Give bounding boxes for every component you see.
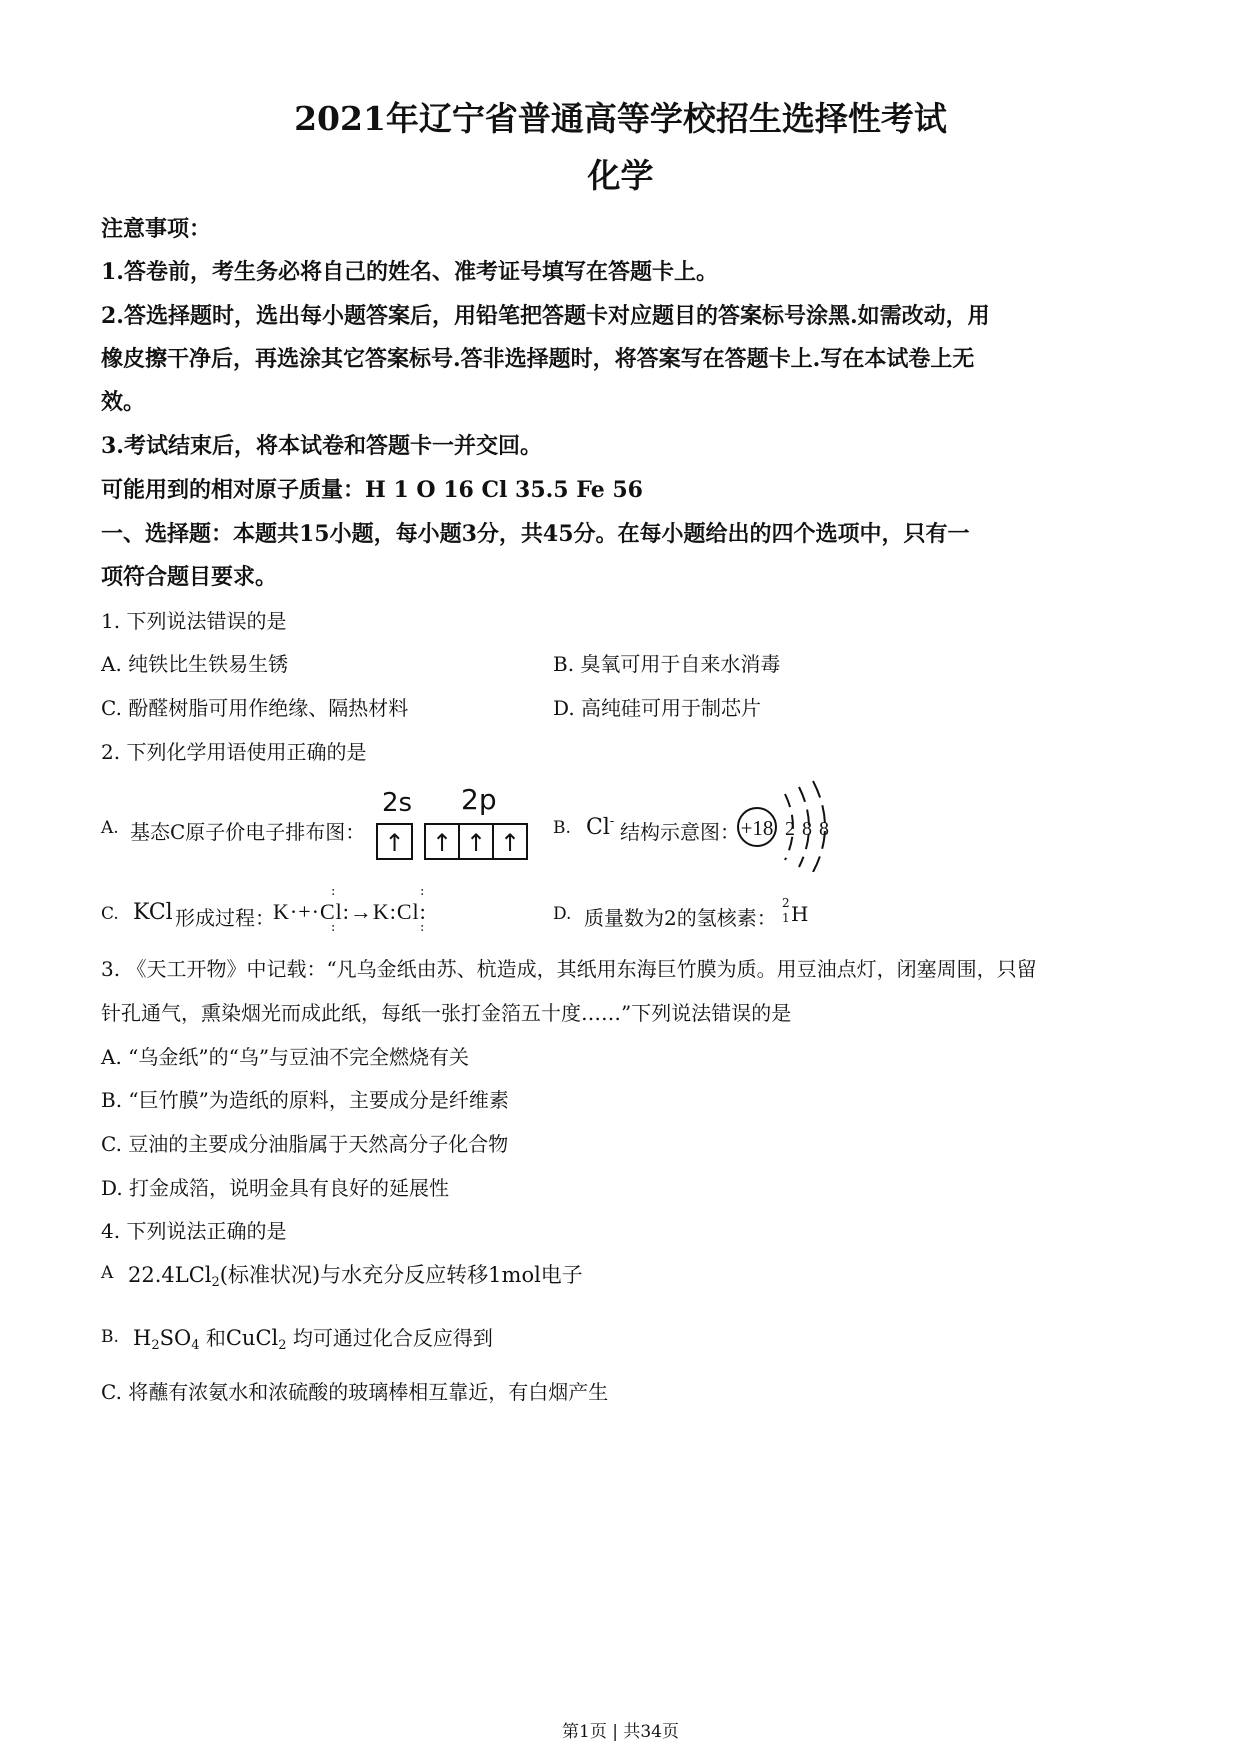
shell-electrons-3: 8 <box>819 818 829 840</box>
electron-dots-bottom-2: : <box>420 920 427 935</box>
q3-option-c: C. 豆油的主要成分油脂属于天然高分子化合物 <box>101 1132 509 1156</box>
shell-electrons-2: 8 <box>802 818 812 840</box>
nuclide-mass-number: 2 <box>782 896 790 910</box>
up-arrow-icon: ↑ <box>384 829 405 857</box>
q2-option-c-formula: KCl <box>133 900 173 925</box>
chlorine-ion-structure-diagram <box>735 780 845 872</box>
q1-stem: 1. 下列说法错误的是 <box>101 609 287 633</box>
q1-option-a: A. 纯铁比生铁易生锈 <box>101 652 289 676</box>
q1-option-d: D. 高纯硅可用于制芯片 <box>553 696 762 720</box>
orbital-2s-cell <box>378 825 411 858</box>
orbital-2p-cell-3 <box>494 825 526 858</box>
q2-option-d-label: D. <box>553 904 572 924</box>
notice-item-3: 3.考试结束后，将本试卷和答题卡一并交回。 <box>101 433 542 459</box>
q3-option-d: D. 打金成箔，说明金具有良好的延展性 <box>101 1176 450 1200</box>
q1-option-b: B. 臭氧可用于自来水消毒 <box>553 652 781 676</box>
q4-option-a: 22.4LCl$_2$(标准状况)与水充分反应转移1mol电子 <box>128 1263 583 1290</box>
q2-option-c-text: 形成过程： <box>175 906 275 930</box>
electron-dots-top-1: : <box>331 884 338 899</box>
q3-stem-line-1: 3. 《天工开物》中记载：“凡乌金纸由苏、杭造成，其纸用东海巨竹膜为质。用豆油点灯，闭塞周围，只留 <box>101 957 1037 981</box>
q4-option-b: $H_2SO_4$ 和CuCl$_2$ 均可通过化合反应得到 <box>133 1326 493 1353</box>
q2-option-c-label: C. <box>101 904 119 924</box>
nucleus-charge: +18 <box>740 816 774 840</box>
nuclide-symbol: H <box>791 902 809 926</box>
shell-electrons-1: 2 <box>785 818 795 840</box>
q2-option-a-label: A. <box>101 818 119 838</box>
notice-item-2-line-3: 效。 <box>101 389 146 415</box>
orbital-2p-cell-2 <box>460 825 494 858</box>
q2-option-a-text: 基态C原子价电子排布图： <box>130 820 366 844</box>
q2-stem: 2. 下列化学用语使用正确的是 <box>101 740 367 764</box>
orbital-2s-label: 2s <box>382 788 413 818</box>
nuclide-atomic-number: 1 <box>782 911 790 925</box>
q3-option-a: A. “乌金纸”的“乌”与豆油不完全燃烧有关 <box>101 1045 470 1069</box>
orbital-2p-cell-1 <box>426 825 460 858</box>
q3-stem-line-2: 针孔通气，熏染烟光而成此纸，每纸一张打金箔五十度……”下列说法错误的是 <box>101 1001 792 1025</box>
page-number: 第1页 | 共34页 <box>562 1722 679 1742</box>
q4-option-b-label: B. <box>101 1327 119 1347</box>
up-arrow-icon: ↑ <box>465 829 487 857</box>
q1-option-c: C. 酚醛树脂可用作绝缘、隔热材料 <box>101 696 409 720</box>
q4-option-a-label: A <box>101 1263 114 1283</box>
up-arrow-icon: ↑ <box>431 829 453 857</box>
q4-option-c: C. 将蘸有浓氨水和浓硫酸的玻璃棒相互靠近，有白烟产生 <box>101 1380 609 1404</box>
q4-stem: 4. 下列说法正确的是 <box>101 1219 287 1243</box>
exam-title: 2021年辽宁省普通高等学校招生选择性考试 <box>294 99 947 138</box>
orbital-2p-label: 2p <box>461 783 497 816</box>
orbital-2p-box <box>424 823 528 860</box>
q2-option-b-ion: Cl- <box>586 814 615 840</box>
q2-option-b-text: 结构示意图： <box>620 820 740 844</box>
notice-item-1: 1.答卷前，考生务必将自己的姓名、准考证号填写在答题卡上。 <box>101 259 718 285</box>
q2-option-b-label: B. <box>553 818 571 838</box>
notice-heading: 注意事项： <box>101 216 212 242</box>
section-1-line-2: 项符合题目要求。 <box>101 564 278 590</box>
notice-item-2-line-2: 橡皮擦干净后，再选涂其它答案标号.答非选择题时，将答案写在答题卡上.写在本试卷上无 <box>101 346 975 372</box>
electron-dots-bottom-1: : <box>331 920 338 935</box>
electron-dots-top-2: : <box>420 884 427 899</box>
q2-option-d-text: 质量数为2的氢核素： <box>584 906 777 930</box>
section-1-line-1: 一、选择题：本题共15小题，每小题3分，共45分。在每小题给出的四个选项中，只有一 <box>101 521 970 547</box>
notice-item-2-line-1: 2.答选择题时，选出每小题答案后，用铅笔把答题卡对应题目的答案标号涂黑.如需改动，用 <box>101 303 990 329</box>
subject-title: 化学 <box>587 156 654 195</box>
up-arrow-icon: ↑ <box>499 829 521 857</box>
atomic-masses: 可能用到的相对原子质量：H 1 O 16 Cl 35.5 Fe 56 <box>101 477 643 503</box>
kcl-formation-equation: K·+·Cl:→K:Cl: <box>273 899 427 924</box>
orbital-2s-box <box>376 823 413 860</box>
q3-option-b: B. “巨竹膜”为造纸的原料，主要成分是纤维素 <box>101 1088 509 1112</box>
